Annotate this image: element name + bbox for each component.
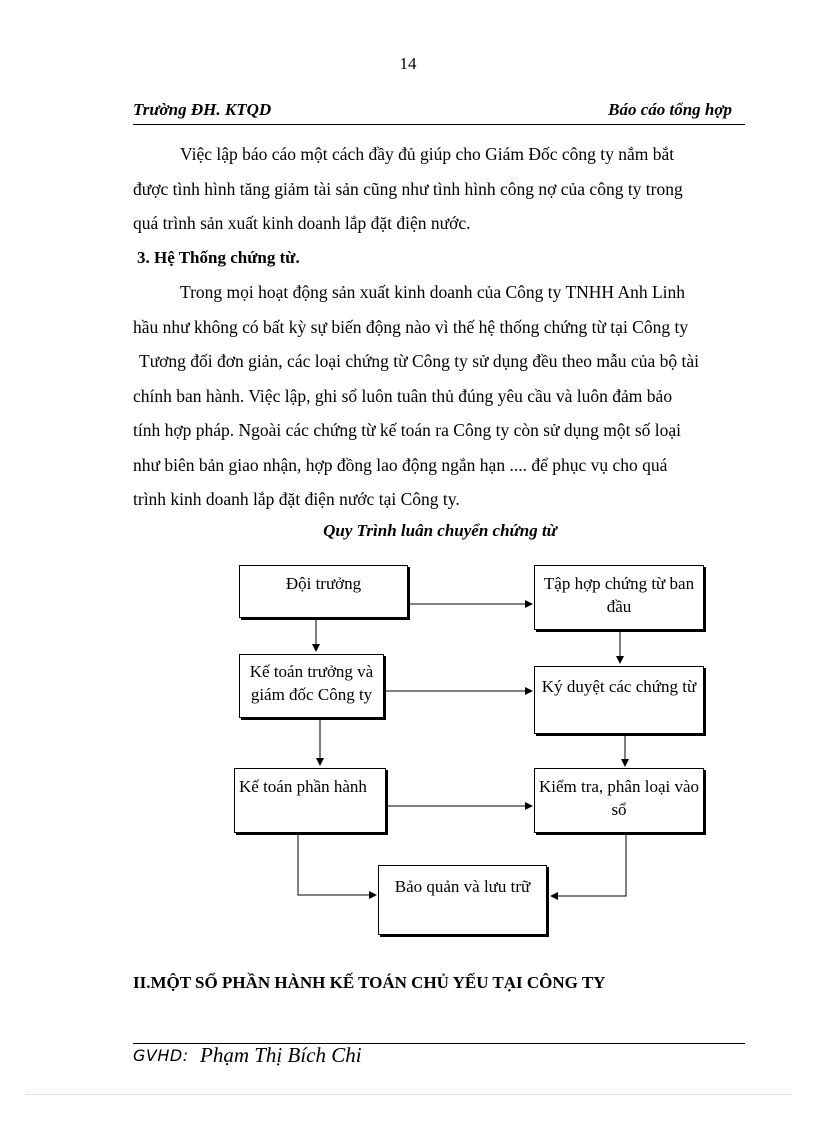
- text-line: trình kinh doanh lắp đặt điện nước tại Công ty.: [133, 489, 460, 509]
- page-number: 14: [399, 54, 417, 73]
- section-ii-heading: II.MỘT SỐ PHẦN HÀNH KẾ TOÁN CHỦ YẾU TẠI CÔNG TY: [133, 973, 606, 992]
- text-line: như biên bản giao nhận, hợp đồng lao động ngắn hạn .... để phục vụ cho quá: [133, 454, 668, 475]
- flowchart-title: Quy Trình luân chuyển chứng từ: [323, 521, 557, 540]
- flowchart-box-tap-hop-chung-tu: Tập hợp chứng từ ban đầu: [534, 565, 704, 630]
- header-school: Trường ĐH. KTQD: [133, 100, 272, 119]
- footer-supervisor-name: Phạm Thị Bích Chi: [200, 1043, 362, 1067]
- text-line: Việc lập báo cáo một cách đầy đủ giúp cho Giám Đốc công ty nắm bắt: [180, 144, 675, 164]
- flowchart-box-ky-duyet: Ký duyệt các chứng từ: [534, 666, 704, 734]
- arrow-phan-hanh-to-bao-quan: [298, 833, 376, 895]
- flowchart-box-ke-toan-phan-hanh: Kế toán phần hành: [234, 768, 386, 833]
- text-line: được tình hình tăng giảm tài sản cũng như tình hình công nợ của công ty trong: [133, 178, 683, 199]
- flowchart-box-bao-quan: Bảo quản và lưu trữ: [378, 865, 547, 935]
- section-heading-documents: 3. Hệ Thống chứng từ.: [137, 248, 300, 267]
- flowchart-box-ke-toan-truong: Kế toán trưởng và giám đốc Công ty: [239, 654, 384, 718]
- text-line: chính ban hành. Việc lập, ghi sổ luôn tuân thủ đúng yêu cầu và luôn đảm bảo: [133, 385, 673, 406]
- header-report-type: Báo cáo tổng hợp: [608, 100, 732, 119]
- text-line: tính hợp pháp. Ngoài các chứng từ kế toán ra Công ty còn sử dụng một số loại: [133, 420, 682, 440]
- text-line: Trong mọi hoạt động sản xuất kinh doanh của Công ty TNHH Anh Linh: [180, 282, 686, 302]
- text-line: hầu như không có bất kỳ sự biến động nào vì thế hệ thống chứng từ tại Công ty: [133, 316, 689, 337]
- text-line: Tương đối đơn giản, các loại chứng từ Công ty sử dụng đều theo mẫu của bộ tài: [139, 351, 699, 371]
- flowchart-box-kiem-tra: Kiểm tra, phân loại vào sổ: [534, 768, 704, 833]
- flowchart-box-doi-truong: Đội trưởng: [239, 565, 408, 618]
- page-bottom-dotted-border: [25, 1094, 791, 1095]
- text-line: quá trình sản xuất kinh doanh lắp đặt điện nước.: [133, 213, 471, 233]
- arrow-kiem-tra-to-bao-quan: [551, 833, 626, 896]
- footer-supervisor-label: GVHD:: [133, 1046, 189, 1065]
